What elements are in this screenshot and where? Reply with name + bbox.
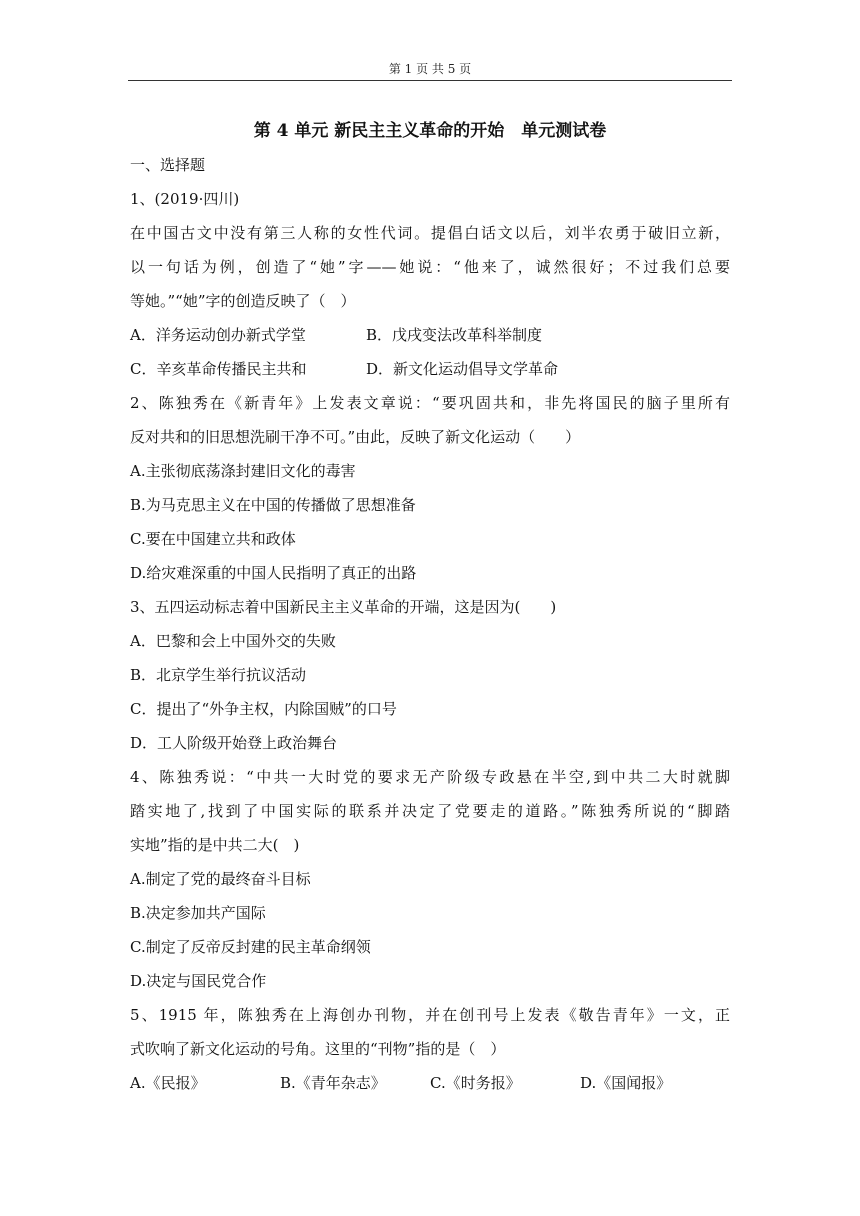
question-5-options-row xyxy=(130,1066,730,1100)
option-d: D.决定与国民党合作 xyxy=(130,972,267,990)
option-a: A.《民报》 xyxy=(130,1074,206,1092)
question-1-options-row-2 xyxy=(130,352,730,386)
document-body xyxy=(130,114,730,1100)
question-1-options-row-1 xyxy=(130,318,730,352)
question-1-source: 1、(2019·四川) xyxy=(130,190,240,208)
option-a: A.主张彻底荡涤封建旧文化的毒害 xyxy=(130,462,356,480)
option-c: C．提出了“外争主权，内除国贼”的口号 xyxy=(130,700,397,718)
question-1-text-line: 以一句话为例，创造了“她”字——她说：“他来了，诚然很好；不过我们总要 xyxy=(130,258,730,276)
question-4-text-line: 4、陈独秀说：“中共一大时党的要求无产阶级专政悬在半空,到中共二大时就脚 xyxy=(130,768,730,786)
question-3-text-line: 3、五四运动标志着中国新民主主义革命的开端，这是因为( ) xyxy=(130,598,557,616)
option-c: C.制定了反帝反封建的民主革命纲领 xyxy=(130,938,371,956)
option-d: D．工人阶级开始登上政治舞台 xyxy=(130,734,338,752)
option-a: A.制定了党的最终奋斗目标 xyxy=(130,870,311,888)
question-2-text-line: 反对共和的旧思想洗刷干净不可。”由此，反映了新文化运动（ ） xyxy=(130,428,581,446)
question-3 xyxy=(130,590,730,760)
question-5-text-line: 式吹响了新文化运动的号角。这里的“刊物”指的是（ ） xyxy=(130,1040,506,1058)
question-1-text-line: 在中国古文中没有第三人称的女性代词。提倡白话文以后，刘半农勇于破旧立新， xyxy=(130,224,730,242)
section-heading: 一、选择题 xyxy=(130,156,206,174)
page-header: 第 1 页 共 5 页 xyxy=(388,62,472,76)
option-d: D.给灾难深重的中国人民指明了真正的出路 xyxy=(130,564,417,582)
question-4 xyxy=(130,760,730,998)
option-c: C.《时务报》 xyxy=(430,1074,521,1092)
question-5-text-line: 5、1915 年，陈独秀在上海创办刊物，并在创刊号上发表《敬告青年》一文，正 xyxy=(130,1006,730,1024)
option-b: B.决定参加共产国际 xyxy=(130,904,266,922)
header-rule xyxy=(128,80,732,81)
option-a: A．洋务运动创办新式学堂 xyxy=(130,326,306,344)
option-a: A．巴黎和会上中国外交的失败 xyxy=(130,632,336,650)
option-b: B．戊戌变法改革科举制度 xyxy=(366,326,543,344)
option-b: B.《青年杂志》 xyxy=(280,1074,386,1092)
question-5 xyxy=(130,998,730,1100)
question-2-text-line: 2、陈独秀在《新青年》上发表文章说：“要巩固共和，非先将国民的脑子里所有 xyxy=(130,394,730,412)
question-2 xyxy=(130,386,730,590)
option-b: B.为马克思主义在中国的传播做了思想准备 xyxy=(130,496,416,514)
question-1-text-line: 等她。”“她”字的创造反映了（ ） xyxy=(130,292,356,310)
option-d: D.《国闻报》 xyxy=(580,1074,672,1092)
question-4-text-line: 踏实地了,找到了中国实际的联系并决定了党要走的道路。”陈独秀所说的“脚踏 xyxy=(130,802,730,820)
option-c: C.要在中国建立共和政体 xyxy=(130,530,296,548)
question-1 xyxy=(130,182,730,386)
question-4-text-line: 实地”指的是中共二大( ) xyxy=(130,836,300,854)
document-title: 第 4 单元 新民主主义革命的开始 单元测试卷 xyxy=(253,121,607,141)
option-c: C．辛亥革命传播民主共和 xyxy=(130,360,307,378)
option-d: D．新文化运动倡导文学革命 xyxy=(366,360,559,378)
option-b: B．北京学生举行抗议活动 xyxy=(130,666,307,684)
